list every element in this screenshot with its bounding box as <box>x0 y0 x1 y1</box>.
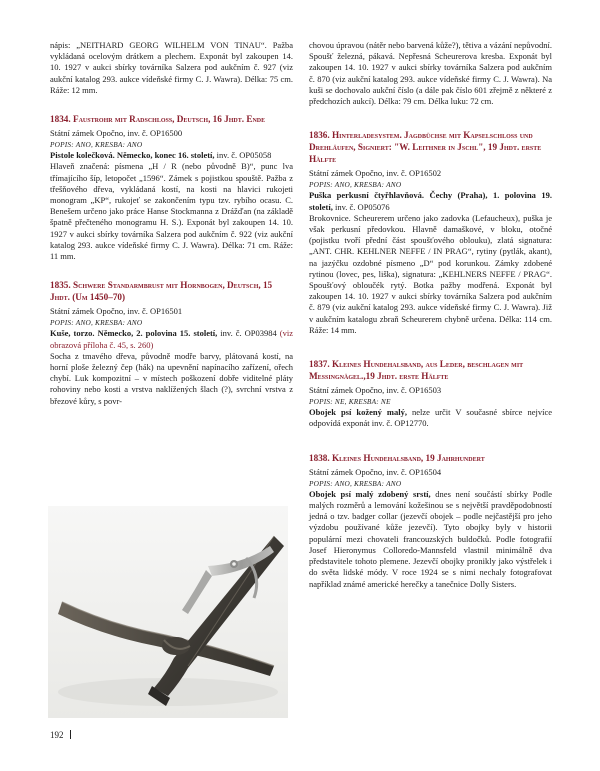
left-column <box>50 40 293 407</box>
entry-inventory: inv. č. OP05058 <box>214 150 272 161</box>
entry-lead: Kuše, torzo. Německo, 2. polovina 15. století, <box>50 328 218 339</box>
entry-1836 <box>309 129 552 336</box>
crossbow-photo <box>48 506 288 718</box>
entry-description <box>309 407 552 429</box>
entry-description <box>309 190 552 212</box>
entry-body: Brokovnice. Scheurerem určeno jako zadovka (Lefaucheux), puška je však perkusní předovkou. Hlavně damaškové, v bloku, otočné (pojistku tvoří přední část spoušťového oblouku), zlatá signatura: „ANT. CHR. KEHLNER NEFFE / IN PRAG“, rytiny (pytlák, akant), na jazýčku ozdobné písmeno „D“ pod korunkou. Zámky zdobené rytinou (lovec, pes, liška), signatura: „KEHLNERS NEFFE / PRAG“. Spoušťový obloučék rytý. Botka pažby modřená. Exponát byl zakoupen 14. 10. 1927 v aukci sbírky továrníka Salzera pod aukčním č. 879 (viz aukční katalog 293. aukce vídeňské firmy C. J. Wawra). Již v aukčním katalogu zbraň Scheurerem chybně určena. Délka: 114 cm. Ráže: 14 mm. <box>309 212 552 335</box>
entry-title: 1835. Schwere Standarmbrust mit Hornbogen, Deutsch, 15 Jhdt. (Um 1450–70) <box>50 280 273 303</box>
entry-title: 1836. Hinterladesystem. Jagdbüchse mit Kapselschloss und Drehläufen, Signiert: "W. Leithner in Jschl", 19 Jhdt. erste Hälfte <box>309 130 542 165</box>
page-number <box>50 730 71 740</box>
description-flags: POPIS: ANO, KRESBA: ANO <box>50 140 143 150</box>
right-column <box>309 40 552 590</box>
inventory-line: Státní zámek Opočno, inv. č. OP16500 <box>50 128 183 139</box>
entry-description <box>50 328 293 350</box>
folio-divider <box>70 730 71 739</box>
entry-body: Socha z tmavého dřeva, původně modře barvy, plátovaná kostí, na horní ploše železný čep (hák) na upevnění napínacího zařízení, ořech chybí. Luk kompozitní – v místech poškození dobře viditelné pláty rohoviny nebo kosti a vrstva naklížených šlach (?), svrchní vrstva z březové kůry, s povr- <box>50 350 293 406</box>
page-number-text: 192 <box>50 730 64 740</box>
inventory-line: Státní zámek Opočno, inv. č. OP16501 <box>50 306 183 317</box>
entry-inventory: inv. č. OP03984 <box>217 328 277 339</box>
entry-lead: Pistole kolečková. Německo, konec 16. století, <box>50 150 215 161</box>
entry-lead: Obojek psí kožený malý, <box>309 407 407 418</box>
image-reference-link[interactable]: (viz obrazová příloha č. 45, s. 260) <box>50 328 294 350</box>
entry-1835 <box>50 279 293 407</box>
entry-lead: Puška perkusní čtyřhlavňová. Čechy (Praha), 1. polovina 19. století, <box>309 190 552 212</box>
entry-body: nelze určit V současné sbírce nejvíce odpovídá exponát inv. č. OP12770. <box>309 407 552 429</box>
crossbow-illustration <box>48 506 288 718</box>
entry-description <box>50 150 293 161</box>
inventory-line: Státní zámek Opočno, inv. č. OP16504 <box>309 466 442 477</box>
entry-lead: Obojek psí malý zdobený srstí, <box>309 488 431 499</box>
entry-description <box>309 489 552 590</box>
entry-body: dnes není součástí sbírky Podle malých rozměrů a lemování kožešinou se s největší pravděpodobností jedná o tzv. badger collar (jezevčí obojek – podle nejčastější pro jeho výzdobu používané kůže jezevčí). Tyto obojky byly v historii populární mezi chovateli francouzských buldočků. Podle fotografií Josef Hieronymus Colloredo-Mannsfeld vlastnil minimálně dva představitele tohoto plemene. Jezevčí obojky pronikly jako výstřelek i do světa lidské módy. V roce 1924 se s nimi nechaly fotografovat například známé americké herečky a tanečnice Dolly Sisters. <box>309 488 552 589</box>
description-flags: POPIS: ANO, KRESBA: ANO <box>50 318 143 328</box>
entry-1837 <box>309 358 552 430</box>
entry-body: Hlaveň značená: písmena „H / R (nebo původně B)“, punc lva třímajícího šíp, letopočet „1596“. Zámek s pojistkou spouště. Pažba z třešňového dřeva, vykládaná kostí, na kosti na hlavici rukojeti monogram „KP“, rukojeť se zakončením typu tzv. rybího ocasu. C. Benešem určeno jako práce Hanse Stockmanna z Drážďan (na základě špatně přečteného monogramu H. S.). Exponát byl zakoupen 14. 10. 1927 v aukci sbírky továrníka Salzera pod aukčním č. 922 (viz aukční katalog 293. aukce vídeňské firmy C. J. Wawra). Délka: 71 cm. Ráže: 11 mm. <box>50 161 293 262</box>
entry-1834 <box>50 113 293 262</box>
entry-title: 1837. Kleines Hundehalsband, aus Leder, beschlagen mit Messingnägel.,19 Jhdt. erste Hälfte <box>309 359 524 382</box>
continued-text: nápis: „NEITHARD GEORG WILHELM VON TINAU“. Pažba vykládaná ocelovým drátkem a plechem. Exponát byl zakoupen 14. 10. 1927 v aukci sbírky továrníka Salzera pod aukčním č. 927 (viz aukční katalog 293. aukce vídeňské firmy C. J. Wawra). Délka: 75 cm. Ráže: 12 mm. <box>50 40 293 95</box>
inventory-line: Státní zámek Opočno, inv. č. OP16502 <box>309 168 442 179</box>
entry-title: 1838. Kleines Hundehalsband, 19 Jahrhundert <box>309 452 485 463</box>
continued-text: chovou úpravou (nátěr nebo barvená kůže?), tětiva a vázání nepůvodní. Spoušť železná, pákavá. Nepřesná Scheurerova kresba. Exponát byl zakoupen 14. 10. 1927 v aukci sbírky továrníka Salzera pod aukčním č. 870 (viz aukční katalog 293. aukce vídeňské firmy C. J. Wawra). Na kuši se dochovalo aukční číslo (a dále pak číslo 601 zřejmě z některé z předchozích aukcí). Délka: 79 cm. Délka luku: 72 cm. <box>309 40 552 107</box>
description-flags: POPIS: NE, KRESBA: NE <box>309 397 391 407</box>
entry-1838 <box>309 452 552 590</box>
entry-inventory: inv. č. OP05076 <box>332 201 390 212</box>
description-flags: POPIS: ANO, KRESBA: ANO <box>309 180 402 190</box>
inventory-line: Státní zámek Opočno, inv. č. OP16503 <box>309 385 442 396</box>
entry-title: 1834. Faustrohr mit Radschloss, Deutsch, 16 Jhdt. Ende <box>50 114 266 125</box>
description-flags: POPIS: ANO, KRESBA: ANO <box>309 478 402 488</box>
